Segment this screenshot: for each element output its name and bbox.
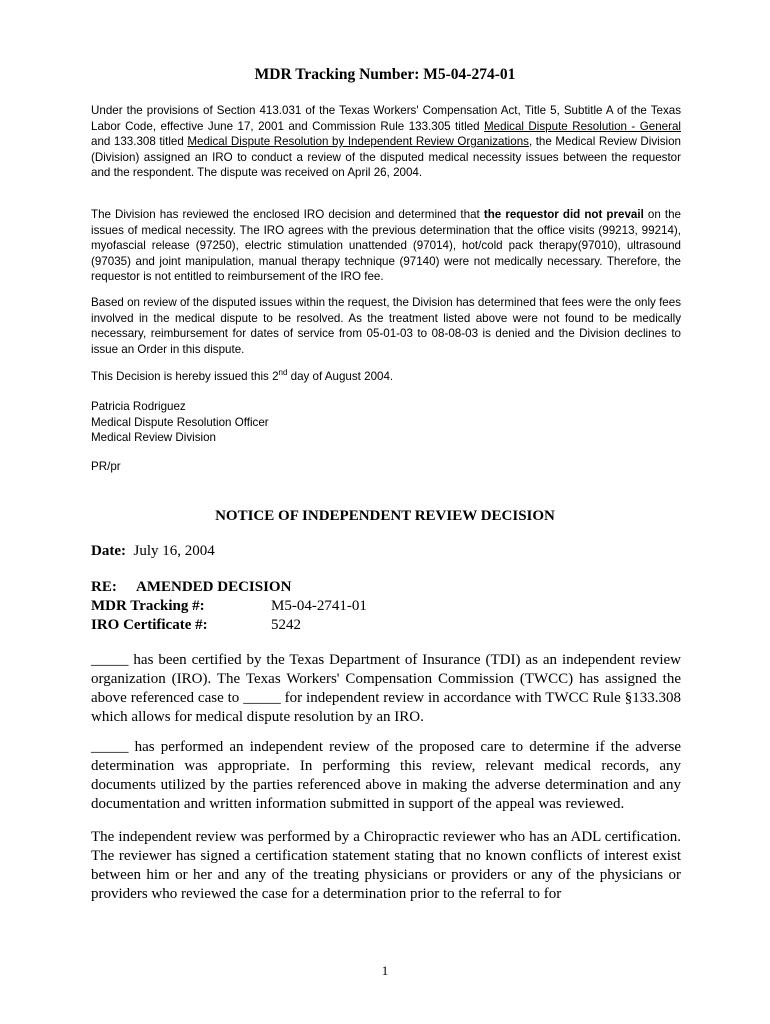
initials: PR/pr bbox=[91, 460, 121, 473]
iro-name-blank-2: _____ bbox=[243, 690, 281, 706]
certificate-label: IRO Certificate #: bbox=[91, 617, 208, 633]
rule-133-308-link: Medical Dispute Resolution by Independent Review Organizations bbox=[187, 135, 529, 148]
page-number: 1 bbox=[381, 963, 389, 978]
issued-superscript: nd bbox=[278, 368, 288, 378]
date-value: July 16, 2004 bbox=[133, 543, 215, 559]
signer-role: Medical Dispute Resolution Officer bbox=[91, 415, 269, 429]
tracking-value: M5-04-2741-01 bbox=[271, 598, 367, 614]
tracking-label: MDR Tracking #: bbox=[91, 598, 205, 614]
re-value: AMENDED DECISION bbox=[136, 579, 292, 595]
signer-division: Medical Review Division bbox=[91, 431, 216, 444]
provisions-text-c: , the Medical Review Division (Division) assigned an IRO to conduct a review of the disputed medical necessity issues between the requestor and the respondent. The dispute was received on April 26, 2004. bbox=[91, 135, 681, 179]
paragraph-certified bbox=[91, 651, 681, 727]
iro-decision-text-a: The Division has reviewed the enclosed IRO decision and determined that bbox=[91, 208, 484, 221]
mdr-tracking-title: MDR Tracking Number: M5-04-274-01 bbox=[254, 66, 516, 83]
re-row bbox=[91, 578, 291, 597]
re-label: RE: bbox=[91, 579, 117, 595]
signer-name: Patricia Rodriguez bbox=[91, 400, 186, 413]
paragraph-issued bbox=[91, 369, 681, 385]
provisions-text-b: and 133.308 titled bbox=[91, 135, 188, 148]
review-performed-text: has performed an independent review of the proposed care to determine if the adverse determination was appropriate. In performing this review, relevant medical records, any documents utilized by the parties referenced above in making the adverse determination and any documentation and written information submitted in support of the appeal was reviewed. bbox=[91, 739, 681, 812]
tracking-row bbox=[91, 597, 367, 616]
certified-text-b: for independent review in accordance with TWCC Rule §133.308 which allows for medical dispute resolution by an IRO. bbox=[91, 690, 681, 725]
paragraph-provisions bbox=[91, 103, 681, 181]
signature-block bbox=[91, 399, 681, 446]
issued-text-a: This Decision is hereby issued this 2 bbox=[91, 370, 279, 383]
date-row bbox=[91, 542, 215, 561]
notice-heading: NOTICE OF INDEPENDENT REVIEW DECISION bbox=[215, 508, 555, 524]
paragraph-iro-decision bbox=[91, 207, 681, 285]
iro-name-blank: _____ bbox=[91, 652, 129, 668]
paragraph-fees: Based on review of the disputed issues within the request, the Division has determined that fees were the only fees involved in the medical dispute to be resolved. As the treatment listed above were not found to be medically necessary, reimbursement for dates of service from 05-01-03 to 08-08-03 is denied and the Division declines to issue an Order in this dispute. bbox=[91, 296, 681, 356]
certificate-value: 5242 bbox=[271, 617, 301, 633]
issued-text-b: day of August 2004. bbox=[287, 370, 394, 383]
certified-text-a: has been certified by the Texas Department of Insurance (TDI) as an independent review organization (IRO). The Texas Workers' Compensation Commission (TWCC) has assigned the above referenced case to bbox=[91, 652, 681, 706]
provisions-text-a: Under the provisions of Section 413.031 of the Texas Workers' Compensation Act, Title 5, Subtitle A of the Texas Labor Code, effective June 17, 2001 and Commission Rule 133.305 titled bbox=[91, 104, 681, 133]
date-label: Date: bbox=[91, 543, 126, 559]
paragraph-reviewer: The independent review was performed by a Chiropractic reviewer who has an ADL certification. The reviewer has signed a certification statement stating that no known conflicts of interest exist between him or her and any of the treating physicians or providers or any of the physicians or providers who reviewed the case for a determination prior to the referral to for bbox=[91, 829, 681, 902]
iro-decision-text-b: on the issues of medical necessity. The IRO agrees with the previous determination that the office visits (99213, 99214), myofascial release (97250), electric stimulation unattended (97014), hot/cold pack therapy(97010), ultrasound (97035) and joint manipulation, manual therapy technique (97140) were not medically necessary. Therefore, the requestor is not entitled to reimbursement of the IRO fee. bbox=[91, 208, 681, 283]
prevail-statement: the requestor did not prevail bbox=[483, 208, 644, 221]
certificate-row bbox=[91, 616, 301, 635]
paragraph-review-performed bbox=[91, 738, 681, 814]
iro-name-blank-3: _____ bbox=[91, 739, 129, 755]
rule-133-305-link: Medical Dispute Resolution - General bbox=[484, 119, 681, 133]
